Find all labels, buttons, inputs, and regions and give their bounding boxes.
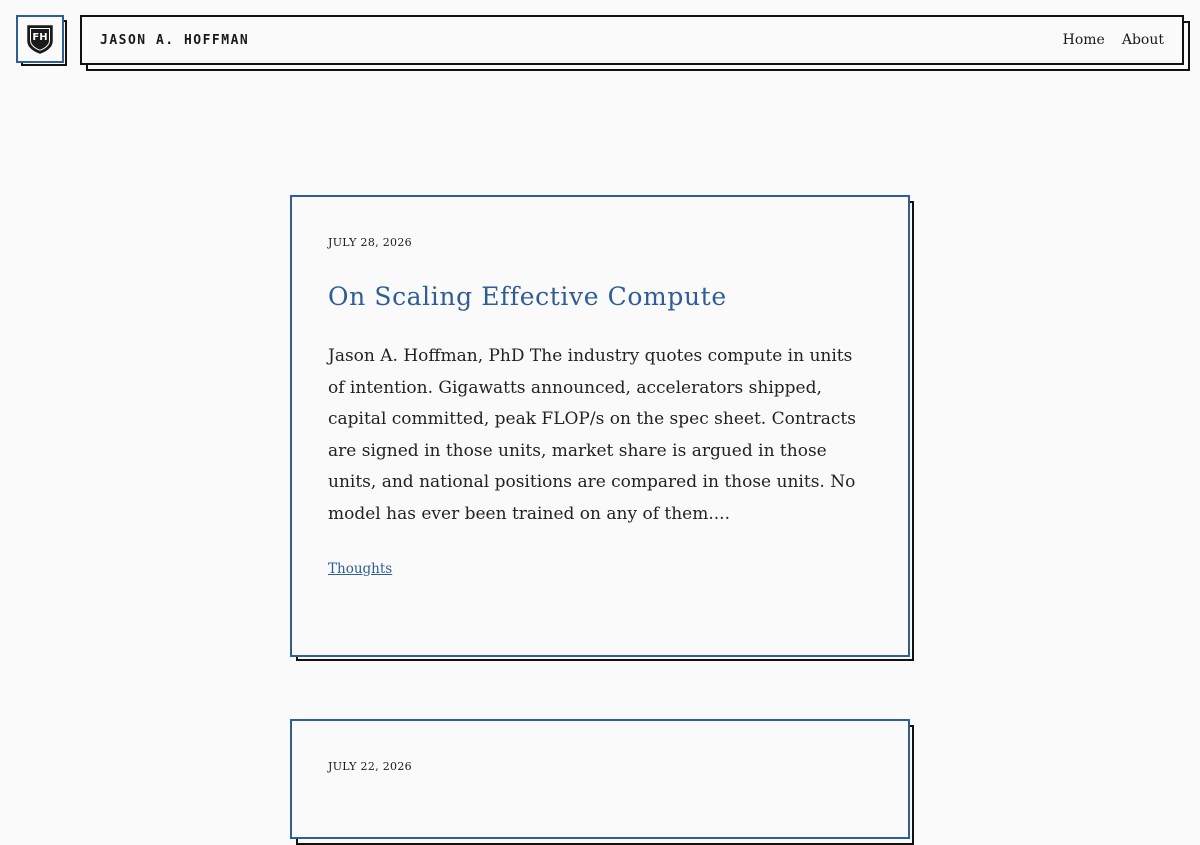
post-card-body — [290, 195, 910, 657]
header-bar — [80, 15, 1184, 65]
logo-text: FH — [32, 32, 48, 43]
site-header — [80, 15, 1184, 65]
logo-link[interactable] — [16, 15, 64, 63]
logo — [16, 15, 64, 63]
nav-home-link[interactable]: Home — [1062, 32, 1105, 48]
post-date: JULY 22, 2026 — [328, 760, 412, 773]
shield-logo-icon — [26, 24, 54, 54]
post-tag-link[interactable]: Thoughts — [328, 560, 393, 577]
post-date: JULY 28, 2026 — [328, 236, 412, 249]
site-title[interactable]: JASON A. HOFFMAN — [100, 32, 250, 48]
post-card-body — [290, 719, 910, 839]
main-nav — [1063, 32, 1164, 48]
nav-about-link[interactable]: About — [1121, 32, 1164, 48]
post-title[interactable]: On Scaling Effective Compute — [328, 282, 727, 311]
post-excerpt: Jason A. Hoffman, PhD The industry quotes compute in units of intention. Gigawatts announced, accelerators shipped, capital committed, peak FLOP/s on the spec sheet. Contracts are signed in those units, market share is argued in those units, and national positions are compared in those units. No model has ever been trained on any of them.... — [328, 346, 856, 524]
